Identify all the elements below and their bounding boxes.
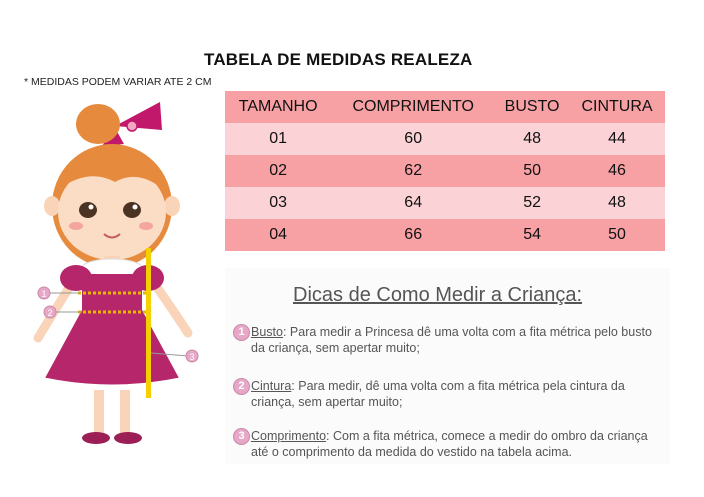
cell-busto: 54 <box>495 219 569 251</box>
svg-text:1: 1 <box>41 289 47 299</box>
header-busto: BUSTO <box>495 91 569 123</box>
tip-term: Cintura <box>251 379 292 393</box>
cell-cintura: 44 <box>569 123 665 155</box>
cell-comprimento: 60 <box>331 123 495 155</box>
cell-busto: 48 <box>495 123 569 155</box>
hair-bow <box>115 102 162 130</box>
page-title: TABELA DE MEDIDAS REALEZA <box>204 50 473 69</box>
measuring-tips-panel <box>225 268 670 464</box>
marker-1 <box>38 287 50 299</box>
dress-skirt <box>44 310 180 387</box>
tip-cintura <box>233 378 665 410</box>
cell-cintura: 46 <box>569 155 665 187</box>
cell-comprimento: 64 <box>331 187 495 219</box>
cell-tamanho: 02 <box>225 155 331 187</box>
tips-title: Dicas de Como Medir a Criança: <box>293 284 582 306</box>
marker-2 <box>44 306 56 318</box>
measurement-note: * MEDIDAS PODEM VARIAR ATE 2 CM <box>24 76 212 88</box>
svg-text:2: 2 <box>47 308 53 318</box>
cell-cintura: 50 <box>569 219 665 251</box>
tip-term: Comprimento <box>251 429 327 443</box>
tip-text: : Para medir a Princesa dê uma volta com a fita métrica pelo busto da criança, sem apertar muito; <box>251 325 652 355</box>
cell-busto: 50 <box>495 155 569 187</box>
cell-comprimento: 66 <box>331 219 495 251</box>
table-row <box>225 155 665 187</box>
size-table <box>225 91 665 251</box>
cell-comprimento: 62 <box>331 155 495 187</box>
header-comprimento: COMPRIMENTO <box>331 91 495 123</box>
table-row <box>225 123 665 155</box>
svg-text:3: 3 <box>189 352 195 362</box>
header-cintura: CINTURA <box>569 91 665 123</box>
tip-term: Busto <box>251 325 283 339</box>
tip-number: 1 <box>233 324 250 341</box>
tip-text: : Para medir, dê uma volta com a fita métrica pela cintura da criança, sem apertar muito; <box>251 379 625 409</box>
tip-number: 2 <box>233 378 250 395</box>
table-row <box>225 219 665 251</box>
tip-busto <box>233 324 665 356</box>
table-row <box>225 187 665 219</box>
tip-text: : Com a fita métrica, comece a medir do ombro da criança até o comprimento da medida do vestido na tabela acima. <box>251 429 648 459</box>
cell-tamanho: 04 <box>225 219 331 251</box>
header-tamanho: TAMANHO <box>225 91 331 123</box>
cell-cintura: 48 <box>569 187 665 219</box>
tip-comprimento <box>233 428 665 460</box>
cell-tamanho: 01 <box>225 123 331 155</box>
measuring-tape <box>146 248 151 398</box>
cell-tamanho: 03 <box>225 187 331 219</box>
marker-3 <box>186 350 198 362</box>
table-header-row <box>225 91 665 123</box>
cell-busto: 52 <box>495 187 569 219</box>
tip-number: 3 <box>233 428 250 445</box>
girl-illustration <box>20 88 220 468</box>
